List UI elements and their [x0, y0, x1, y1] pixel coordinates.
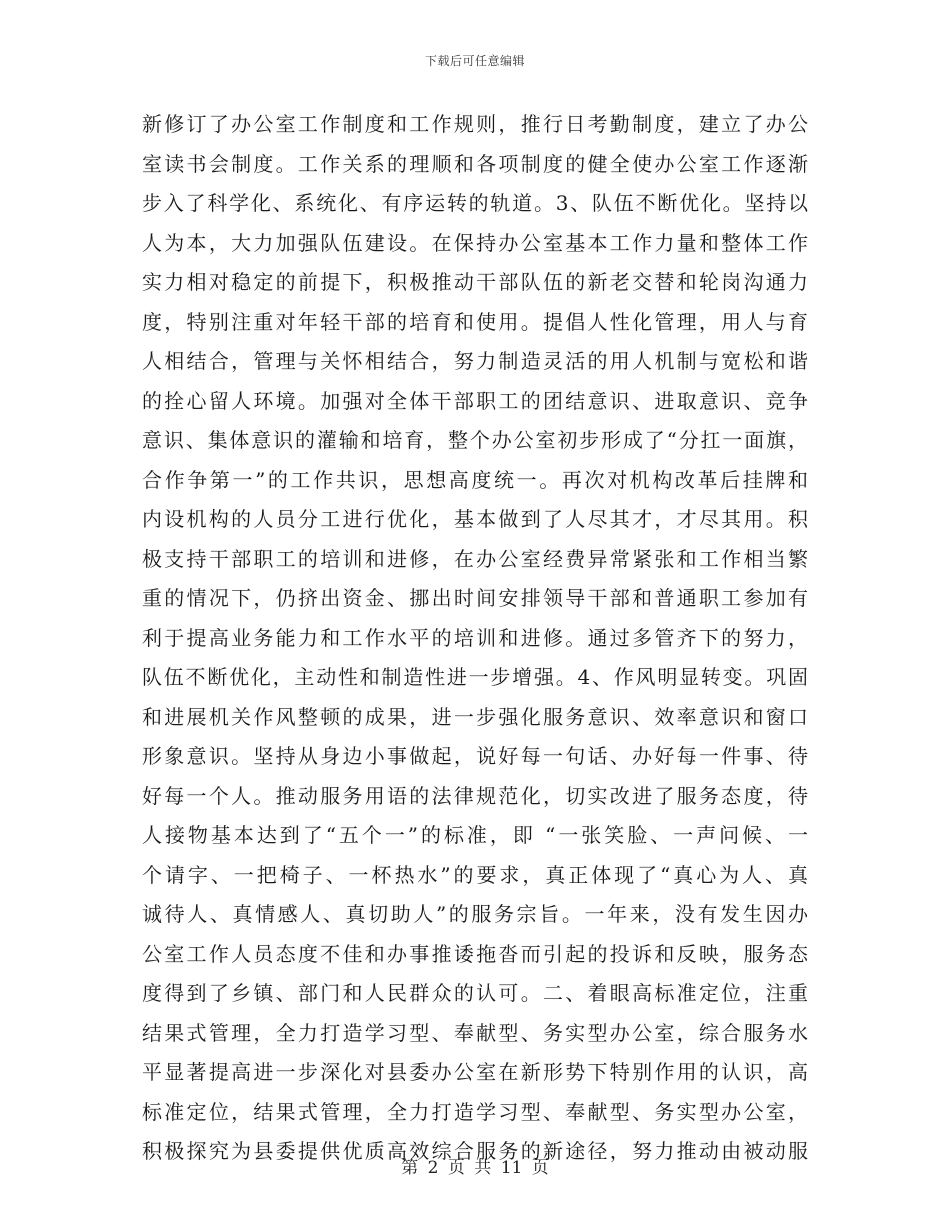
- body-line: 人相结合，管理与关怀相结合，努力制造灵活的用人机制与宽松和谐: [142, 349, 808, 373]
- document-body: [142, 105, 808, 1172]
- page-number-footer: 第 2 页 共 11 页: [401, 1158, 549, 1178]
- page-header-note: 下载后可任意编辑: [424, 54, 525, 68]
- body-line: 的拴心留人环境。加强对全体干部职工的团结意识、进取意识、竞争: [142, 388, 808, 413]
- body-line: 重的情况下，仍挤出资金、挪出时间安排领导干部和普通职工参加有: [142, 586, 808, 610]
- body-line: 结果式管理，全力打造学习型、奉献型、务实型办公室，综合服务水: [142, 1020, 808, 1045]
- body-line: 人为本，大力加强队伍建设。在保持办公室基本工作力量和整体工作: [142, 230, 808, 255]
- body-line: 个请字、一把椅子、一杯热水”的要求，真正体现了“真心为人、真: [142, 862, 808, 887]
- body-line: 合作争第一”的工作共识，思想高度统一。再次对机构改革后挂牌和: [142, 467, 808, 492]
- body-line: 标准定位，结果式管理，全力打造学习型、奉献型、务实型办公室，: [142, 1099, 808, 1124]
- body-line: 形象意识。坚持从身边小事做起，说好每一句话、办好每一件事、待: [142, 744, 808, 768]
- body-line: 和进展机关作风整顿的成果，进一步强化服务意识、效率意识和窗口: [142, 704, 808, 729]
- body-line: 新修订了办公室工作制度和工作规则，推行日考勤制度，建立了办公: [142, 112, 808, 136]
- body-line: 内设机构的人员分工进行优化，基本做到了人尽其才，才尽其用。积: [142, 507, 808, 531]
- body-line: 度，特别注重对年轻干部的培育和使用。提倡人性化管理，用人与育: [142, 309, 808, 334]
- body-line: 度得到了乡镇、部门和人民群众的认可。二、着眼高标准定位，注重: [142, 981, 808, 1005]
- body-line: 诚待人、真情感人、真切助人”的服务宗旨。一年来，没有发生因办: [142, 902, 808, 926]
- body-line: 意识、集体意识的灌输和培育，整个办公室初步形成了“分扛一面旗，: [142, 428, 808, 452]
- body-line: 利于提高业务能力和工作水平的培训和进修。通过多管齐下的努力，: [142, 625, 808, 650]
- body-line: 平显著提高进一步深化对县委办公室在新形势下特别作用的认识，高: [142, 1060, 808, 1084]
- body-line: 队伍不断优化，主动性和制造性进一步增强。4、作风明显转变。巩固: [142, 665, 808, 689]
- body-line: 室读书会制度。工作关系的理顺和各项制度的健全使办公室工作逐渐: [142, 151, 808, 176]
- body-line: 实力相对稳定的前提下，积极推动干部队伍的新老交替和轮岗沟通力: [142, 270, 808, 294]
- body-line: 极支持干部职工的培训和进修，在办公室经费异常紧张和工作相当繁: [142, 546, 808, 571]
- body-line: 好每一个人。推动服务用语的法律规范化，切实改进了服务态度，待: [142, 783, 808, 808]
- body-line: 积极探究为县委提供优质高效综合服务的新途径，努力推动由被动服: [142, 1139, 808, 1163]
- body-line: 人接物基本达到了“五个一”的标准，即 “一张笑脸、一声问候、一: [142, 823, 808, 847]
- body-line: 公室工作人员态度不佳和办事推诿拖沓而引起的投诉和反映，服务态: [142, 941, 808, 966]
- body-line: 步入了科学化、系统化、有序运转的轨道。3、队伍不断优化。坚持以: [142, 191, 808, 215]
